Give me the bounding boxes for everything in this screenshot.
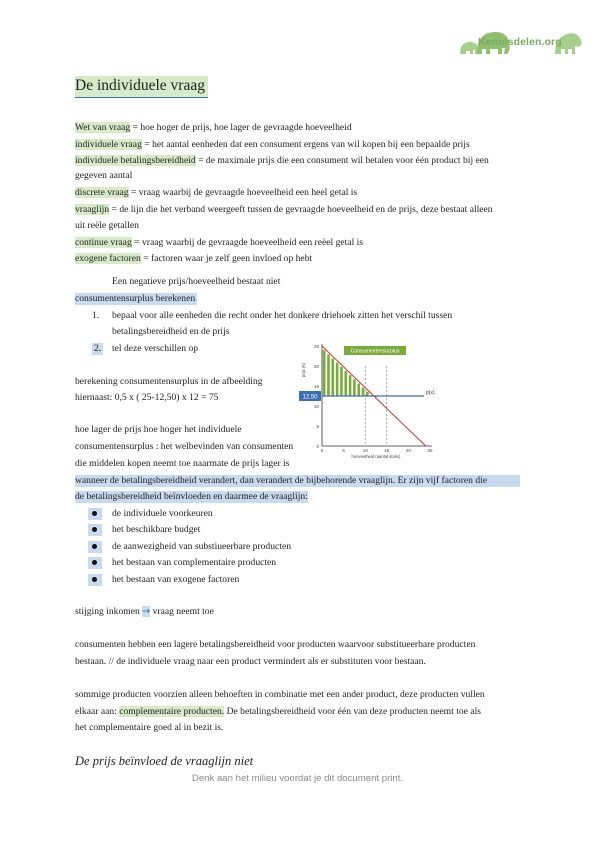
- x-tick-label: 15: [384, 448, 390, 453]
- substitutes-line-1: consumenten hebben een lagere betalingsbereidheid voor producten waarvoor substitueerbare producten: [75, 639, 476, 650]
- y-axis-label: prijs (€): [301, 363, 306, 377]
- x-axis-label: hoeveelheid (aantal stuks): [351, 454, 401, 459]
- surplus-bar: [353, 379, 356, 396]
- definition-demand-line-cont: uit reële getallen: [75, 220, 139, 231]
- surplus-bar: [323, 350, 326, 396]
- arrow-right-icon: →: [142, 606, 151, 617]
- x-tick-label: 10: [362, 448, 368, 453]
- step-text: bepaal voor alle eenheden die recht onder het donkere driehoek zitten het verschil tussen: [112, 310, 453, 321]
- surplus-bar: [336, 363, 339, 396]
- factor-item: de aanwezigheid van substiueerbare producten: [112, 541, 292, 552]
- definition-willingness-to-pay-cont: gegeven aantal: [75, 170, 133, 181]
- bullet-icon: [88, 508, 102, 520]
- definition-demand-line: vraaglijn = de lijn die het verband weergeeft tussen de gevraagde hoeveelheid en de prijs, deze bestaat alleen: [75, 204, 493, 215]
- step-number: 2.: [94, 343, 102, 354]
- footer-note: Denk aan het milieu voordat je dit document print.: [191, 773, 404, 784]
- bullet-icon: [88, 524, 102, 536]
- bullet-icon: [88, 574, 102, 586]
- y-tick-label: 5: [316, 424, 319, 429]
- surplus-bar: [362, 388, 365, 396]
- demand-label: p(x): [426, 390, 435, 396]
- factors-intro-line-1: wanneer de betalingsbereidheid verandert, dan verandert de bijbehorende vraaglijn. Er zijn vijf factoren die: [75, 475, 520, 487]
- definition-exogenous-factors: exogene factoren = factoren waar je zelf geen invloed op hebt: [75, 253, 313, 264]
- calc-line-1: berekening consumentensurplus in de afbeelding: [75, 376, 263, 387]
- substitutes-line-2: bestaan. // de individuele vraag naar een product vermindert als er substituten voor bestaan.: [75, 656, 426, 667]
- lower-price-line-2: consumentensurplus : het welbevinden van consumenten: [75, 441, 294, 452]
- calc-line-2: hiernaast: 0,5 x ( 25-12,50) x 12 = 75: [75, 392, 219, 403]
- x-tick-label: 25: [427, 448, 433, 453]
- lower-price-line-3: die middelen kopen neemt toe naarmate de prijs lager is: [75, 458, 290, 469]
- factor-item: het bestaan van complementaire producten: [112, 557, 277, 568]
- factor-item: de individuele voorkeuren: [112, 508, 213, 519]
- complements-line-2: elkaar aan: complementaire producten. De betalingsbereidheid voor één van deze producten neemt toe als: [75, 706, 481, 717]
- surplus-bar: [340, 367, 343, 396]
- section-subheading: De prijs beïnvloed de vraaglijn niet: [75, 754, 254, 768]
- complements-line-3: het complementaire goed al in bezit is.: [75, 722, 224, 733]
- surplus-bar: [366, 392, 369, 396]
- y-tick-label: 25: [313, 344, 319, 349]
- x-tick-label: 0: [320, 448, 324, 453]
- chart-title: Consumentensurplus: [350, 348, 400, 355]
- page-title: De individuele vraag: [75, 76, 208, 98]
- lower-price-line-1: hoe lager de prijs hoe hoger het individuele: [75, 424, 242, 435]
- factor-item: het beschikbare budget: [112, 524, 201, 535]
- step-number: 1.: [92, 310, 100, 321]
- surplus-bar: [357, 384, 360, 397]
- price-label: 12,50: [302, 394, 318, 401]
- surplus-heading: consumentensurplus berekenen: [75, 293, 196, 304]
- y-tick-label: 10: [313, 404, 319, 409]
- logo-text: Kennisdelen.org: [478, 36, 562, 48]
- definition-continuous-demand: continue vraag = vraag waarbij de gevraagde hoeveelheid een reëel getal is: [75, 237, 364, 248]
- complements-line-1: sommige producten voorzien alleen behoeften in combinatie met een ander product, deze producten vullen: [75, 689, 485, 700]
- negative-relation-note: Een negatieve prijs/hoeveelheid bestaat niet: [112, 276, 281, 287]
- y-tick-label: 20: [313, 364, 319, 369]
- x-tick-label: 20: [405, 448, 411, 453]
- definition-individual-demand: individuele vraag = het aantal eenheden dat een consument ergens van wil kopen bij een bepaalde prijs: [75, 139, 470, 150]
- definition-law-of-demand: Wet van vraag = hoe hoger de prijs, hoe lager de gevraagde hoeveelheid: [75, 122, 352, 133]
- definition-willingness-to-pay: individuele betalingsbereidheid = de maximale prijs die een consument wil betalen voor één product bij een: [75, 155, 489, 166]
- factors-intro-line-2: de betalingsbereidheid beïnvloeden en daarmee de vraaglijn:: [75, 491, 308, 502]
- bullet-icon: [88, 557, 102, 569]
- surplus-bar: [327, 354, 330, 396]
- step-text-cont: betalingsbereidheid en de prijs: [112, 326, 230, 337]
- y-tick-label: 15: [313, 384, 319, 389]
- surplus-bar: [344, 371, 347, 396]
- y-tick-label: 0: [316, 444, 319, 449]
- factor-item: het bestaan van exogene factoren: [112, 574, 240, 585]
- consumer-surplus-chart: [298, 340, 438, 460]
- income-line: stijging inkomen → vraag neemt toe: [75, 606, 214, 617]
- definition-discrete-demand: discrete vraag = vraag waarbij de gevraagde hoeveelheid een heel getal is: [75, 187, 358, 198]
- x-tick-label: 5: [342, 448, 345, 453]
- surplus-bar: [349, 375, 352, 396]
- step-text: tel deze verschillen op: [112, 343, 199, 354]
- bullet-icon: [88, 541, 102, 553]
- surplus-bar: [332, 359, 335, 397]
